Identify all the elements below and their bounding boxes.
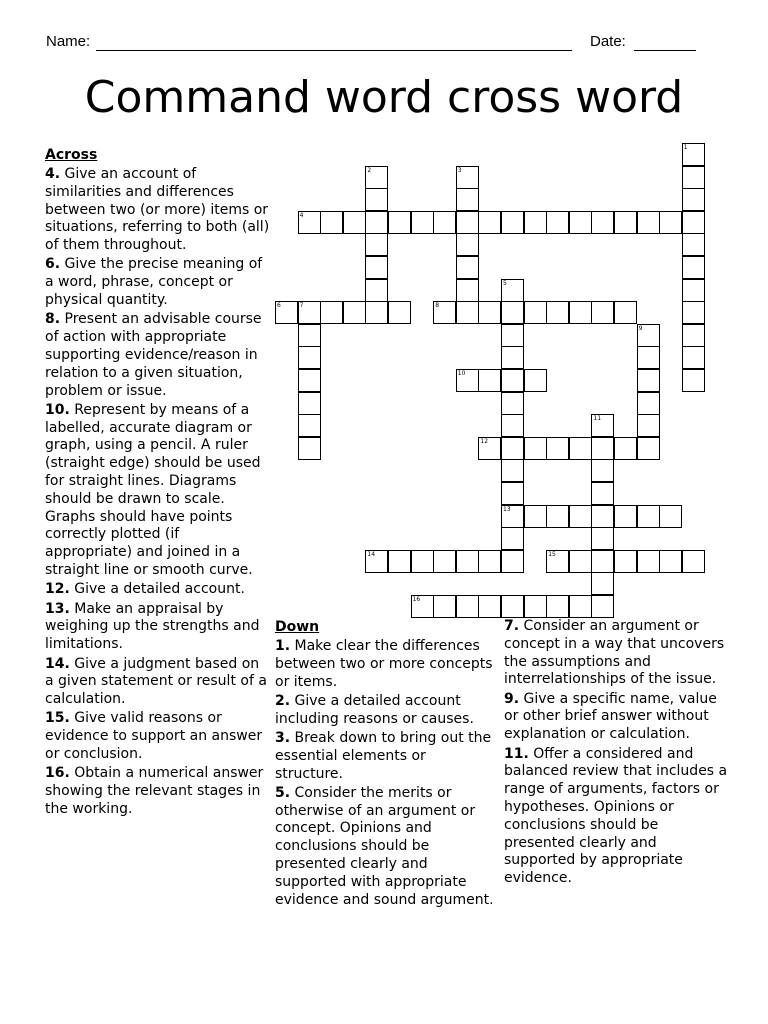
clue-number: 11.	[504, 745, 529, 762]
grid-cell[interactable]	[456, 233, 479, 256]
grid-cell[interactable]	[320, 211, 343, 234]
clue-item	[45, 581, 270, 599]
down-clues-continued	[504, 618, 730, 889]
grid-cell[interactable]	[388, 550, 411, 573]
grid-cell[interactable]	[637, 211, 660, 234]
grid-cell[interactable]	[456, 301, 479, 324]
clue-item	[275, 693, 497, 729]
grid-cell[interactable]	[365, 279, 388, 302]
cell-number: 7	[299, 302, 304, 310]
cell-number: 15	[548, 550, 556, 558]
grid-cell[interactable]	[501, 482, 524, 505]
grid-cell[interactable]	[546, 505, 569, 528]
grid-cell[interactable]	[682, 301, 705, 324]
grid-cell[interactable]	[524, 369, 547, 392]
grid-cell[interactable]	[298, 369, 321, 392]
grid-cell[interactable]	[433, 301, 456, 324]
grid-cell[interactable]	[456, 188, 479, 211]
grid-cell[interactable]	[546, 211, 569, 234]
clue-number: 1.	[275, 638, 291, 654]
grid-cell[interactable]	[501, 595, 524, 618]
grid-cell[interactable]	[433, 595, 456, 618]
clue-number: 15.	[45, 710, 70, 727]
grid-cell[interactable]	[501, 505, 524, 528]
grid-cell[interactable]	[433, 550, 456, 573]
grid-cell[interactable]	[682, 233, 705, 256]
clue-item	[504, 746, 730, 888]
grid-cell[interactable]	[546, 301, 569, 324]
grid-cell[interactable]	[637, 550, 660, 573]
across-clue-list	[45, 166, 270, 819]
clue-text: Consider the merits or otherwise of an argument or concept. Opinions and conclusions should be presented clearly and supported with appropriate evidence and sound argument.	[275, 784, 494, 908]
clue-text: Give the precise meaning of a word, phrase, concept or physical quantity.	[45, 256, 263, 309]
grid-cell[interactable]	[456, 279, 479, 302]
grid-cell[interactable]	[501, 550, 524, 573]
date-field[interactable]	[634, 50, 696, 51]
name-field[interactable]	[96, 50, 572, 51]
grid-cell[interactable]	[614, 301, 637, 324]
grid-cell[interactable]	[682, 166, 705, 189]
grid-cell[interactable]	[320, 301, 343, 324]
grid-cell[interactable]	[456, 166, 479, 189]
grid-cell[interactable]	[614, 505, 637, 528]
grid-cell[interactable]	[365, 550, 388, 573]
grid-cell[interactable]	[456, 256, 479, 279]
grid-cell[interactable]	[591, 437, 614, 460]
grid-cell[interactable]	[456, 369, 479, 392]
grid-cell[interactable]	[637, 414, 660, 437]
cell-number: 13	[503, 505, 511, 513]
grid-cell[interactable]	[411, 595, 434, 618]
grid-cell[interactable]	[682, 550, 705, 573]
clue-item	[45, 256, 270, 309]
grid-cell[interactable]	[659, 550, 682, 573]
cell-number: 12	[480, 437, 489, 445]
clue-text: Obtain a numerical answer showing the relevant stages in the working.	[45, 765, 264, 817]
clue-number: 2.	[275, 692, 291, 709]
grid-cell[interactable]	[388, 301, 411, 324]
grid-cell[interactable]	[524, 505, 547, 528]
clue-number: 7.	[504, 618, 520, 634]
grid-cell[interactable]	[524, 301, 547, 324]
grid-cell[interactable]	[637, 369, 660, 392]
cell-number: 10	[457, 370, 466, 377]
clue-text: Give an account of similarities and differences between two (or more) items or situations, referring to both (all) of them throughout.	[45, 166, 270, 254]
grid-cell[interactable]	[569, 211, 592, 234]
grid-cell[interactable]	[388, 211, 411, 234]
grid-cell[interactable]	[569, 437, 592, 460]
grid-cell[interactable]	[501, 459, 524, 482]
grid-cell[interactable]	[591, 505, 614, 528]
grid-cell[interactable]	[365, 211, 388, 234]
grid-cell[interactable]	[298, 392, 321, 415]
clue-item	[45, 765, 270, 818]
grid-cell[interactable]	[591, 527, 614, 550]
grid-cell[interactable]	[343, 301, 366, 324]
cell-number: 4	[299, 211, 304, 219]
grid-cell[interactable]	[501, 437, 524, 460]
grid-cell[interactable]	[501, 211, 524, 234]
clue-item	[45, 710, 270, 763]
grid-cell[interactable]	[365, 166, 388, 189]
down-clue-list-1	[275, 638, 497, 909]
grid-cell[interactable]	[682, 256, 705, 279]
clue-number: 14.	[45, 655, 70, 672]
clue-number: 4.	[45, 166, 61, 182]
grid-cell[interactable]	[569, 595, 592, 618]
grid-cell[interactable]	[478, 550, 501, 573]
grid-cell[interactable]	[365, 256, 388, 279]
clue-item	[504, 691, 730, 744]
grid-cell[interactable]	[343, 211, 366, 234]
grid-cell[interactable]	[433, 211, 456, 234]
clue-item	[275, 638, 497, 691]
grid-cell[interactable]	[298, 324, 321, 347]
grid-cell[interactable]	[478, 301, 501, 324]
grid-cell[interactable]	[298, 211, 321, 234]
grid-cell[interactable]	[569, 301, 592, 324]
grid-cell[interactable]	[501, 392, 524, 415]
grid-cell[interactable]	[682, 346, 705, 369]
down-heading: Down	[275, 619, 320, 635]
grid-cell[interactable]	[456, 550, 479, 573]
grid-cell[interactable]	[682, 188, 705, 211]
clue-text: Represent by means of a labelled, accurate diagram or graph, using a pencil. A ruler (straight edge) should be used for straight lines. Diagrams should be drawn to scale. Graphs should have points correctly plotted (if appropriate) and joined in a straight line or smooth curve.	[45, 401, 261, 579]
clue-item	[45, 311, 270, 400]
clue-number: 10.	[45, 401, 70, 418]
clue-text: Give a detailed account.	[69, 581, 245, 598]
clue-text: Make an appraisal by weighing up the strengths and limitations.	[45, 600, 260, 653]
grid-cell[interactable]	[591, 550, 614, 573]
grid-cell[interactable]	[659, 211, 682, 234]
grid-cell[interactable]	[501, 301, 524, 324]
grid-cell[interactable]	[682, 369, 705, 392]
grid-cell[interactable]	[637, 392, 660, 415]
grid-cell[interactable]	[411, 211, 434, 234]
cell-number: 5	[503, 279, 507, 287]
header	[46, 33, 706, 55]
page-title: Command word cross word	[84, 72, 684, 123]
grid-cell[interactable]	[478, 369, 501, 392]
grid-cell[interactable]	[501, 414, 524, 437]
cell-number: 9	[638, 324, 643, 332]
grid-cell[interactable]	[591, 595, 614, 618]
clue-item	[45, 656, 270, 709]
down-clue-list-2	[504, 618, 730, 888]
clue-number: 9.	[504, 690, 520, 707]
grid-cell[interactable]	[591, 482, 614, 505]
grid-cell[interactable]	[456, 211, 479, 234]
grid-cell[interactable]	[591, 301, 614, 324]
across-heading: Across	[45, 147, 98, 163]
clue-text: Present an advisable course of action with appropriate supporting evidence/reason in relation to a given situation, problem or issue.	[45, 311, 262, 399]
cell-number: 6	[277, 302, 281, 310]
grid-cell[interactable]	[637, 324, 660, 347]
grid-cell[interactable]	[546, 550, 569, 573]
grid-cell[interactable]	[365, 301, 388, 324]
grid-cell[interactable]	[524, 595, 547, 618]
grid-cell[interactable]	[524, 211, 547, 234]
clue-text: Give a specific name, value or other brief answer without explanation or calculation.	[504, 690, 717, 743]
grid-cell[interactable]	[275, 301, 298, 324]
grid-cell[interactable]	[637, 346, 660, 369]
date-label: Date:	[590, 33, 626, 50]
grid-cell[interactable]	[456, 595, 479, 618]
grid-cell[interactable]	[411, 550, 434, 573]
grid-cell[interactable]	[501, 279, 524, 302]
clue-item	[504, 618, 730, 689]
grid-cell[interactable]	[298, 437, 321, 460]
grid-cell[interactable]	[365, 233, 388, 256]
grid-cell[interactable]	[501, 527, 524, 550]
clue-item	[275, 785, 497, 910]
clue-text: Give valid reasons or evidence to support an answer or conclusion.	[45, 710, 263, 762]
grid-cell[interactable]	[298, 414, 321, 437]
clue-text: Consider an argument or concept in a way that uncovers the assumptions and interrelationships of the issue.	[504, 618, 725, 688]
grid-cell[interactable]	[478, 595, 501, 618]
clue-number: 3.	[275, 729, 291, 746]
grid-cell[interactable]	[637, 505, 660, 528]
across-clues	[45, 146, 270, 820]
cell-number: 8	[435, 302, 440, 310]
grid-cell[interactable]	[637, 437, 660, 460]
grid-cell[interactable]	[478, 211, 501, 234]
grid-cell[interactable]	[546, 437, 569, 460]
grid-cell[interactable]	[591, 414, 614, 437]
down-clues	[275, 618, 497, 911]
clue-number: 8.	[45, 311, 61, 328]
grid-cell[interactable]	[478, 437, 501, 460]
grid-cell[interactable]	[546, 595, 569, 618]
grid-cell[interactable]	[501, 369, 524, 392]
clue-text: Break down to bring out the essential elements or structure.	[275, 729, 492, 782]
clue-item	[45, 166, 270, 255]
grid-cell[interactable]	[298, 346, 321, 369]
grid-cell[interactable]	[614, 550, 637, 573]
grid-cell[interactable]	[659, 505, 682, 528]
grid-cell[interactable]	[682, 279, 705, 302]
grid-cell[interactable]	[524, 437, 547, 460]
grid-cell[interactable]	[682, 211, 705, 234]
grid-cell[interactable]	[591, 211, 614, 234]
grid-cell[interactable]	[501, 346, 524, 369]
clue-number: 12.	[45, 581, 70, 598]
clue-number: 5.	[275, 784, 291, 801]
grid-cell[interactable]	[614, 437, 637, 460]
grid-cell[interactable]	[682, 324, 705, 347]
cell-number: 1	[683, 144, 688, 151]
grid-cell[interactable]	[682, 143, 705, 166]
clue-text: Give a detailed account including reasons or causes.	[275, 692, 474, 727]
grid-cell[interactable]	[501, 324, 524, 347]
clue-number: 16.	[45, 765, 70, 782]
clue-text: Make clear the differences between two or more concepts or items.	[275, 638, 493, 690]
grid-cell[interactable]	[569, 505, 592, 528]
cell-number: 11	[593, 415, 602, 423]
cell-number: 16	[412, 596, 421, 603]
clue-number: 13.	[45, 600, 70, 617]
clue-item	[275, 730, 497, 783]
clue-item	[45, 402, 270, 580]
grid-cell[interactable]	[298, 301, 321, 324]
grid-cell[interactable]	[569, 550, 592, 573]
grid-cell[interactable]	[591, 572, 614, 595]
clue-item	[45, 601, 270, 654]
grid-cell[interactable]	[591, 459, 614, 482]
clue-text: Give a judgment based on a given statement or result of a calculation.	[45, 655, 267, 708]
name-label: Name:	[46, 33, 91, 50]
clue-number: 6.	[45, 256, 61, 273]
cell-number: 14	[367, 550, 376, 558]
cell-number: 2	[367, 166, 372, 174]
grid-cell[interactable]	[614, 211, 637, 234]
clue-text: Offer a considered and balanced review that includes a range of arguments, factors or hypotheses. Opinions or conclusions should be presented clearly and supported by appropriate evidence.	[504, 745, 728, 887]
grid-cell[interactable]	[365, 188, 388, 211]
cell-number: 3	[457, 166, 462, 174]
